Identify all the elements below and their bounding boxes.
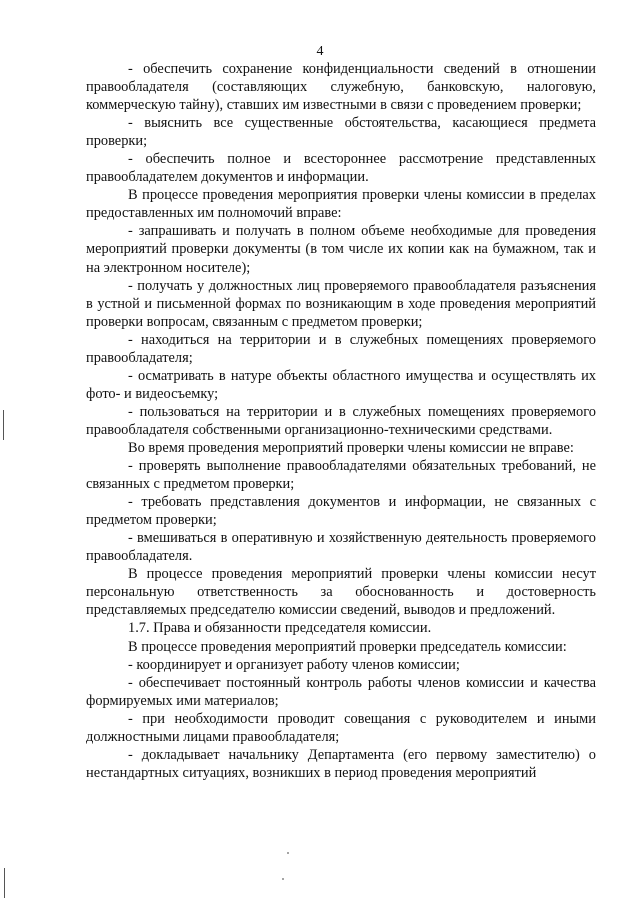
paragraph-no-unrelated-checks: - проверять выполнение правообладателями обязательных требований, не связанных с предметом проверки; bbox=[86, 458, 596, 493]
scan-margin-mark bbox=[4, 868, 5, 898]
paragraph-get-explanations: - получать у должностных лиц проверяемого правообладателя разъяснения в устной и письменной формах по возникающим в ходе проведения мероприятий проверки вопросам, связанным с предметом проверки; bbox=[86, 277, 596, 330]
paragraph-restrictions-intro: Во время проведения мероприятий проверки члены комиссии не вправе: bbox=[128, 439, 574, 456]
document-body bbox=[86, 60, 596, 782]
paragraph-no-unrelated-documents: - требовать представления документов и информации, не связанных с предметом проверки; bbox=[86, 494, 596, 529]
scan-margin-mark bbox=[3, 410, 4, 440]
paragraph-chair-reports: - докладывает начальнику Департамента (его первому заместителю) о нестандартных ситуациях, возникших в период проведения мероприятий bbox=[86, 746, 596, 781]
paragraph-chair-controls: - обеспечивает постоянный контроль работы членов комиссии и качества формируемых ими материалов; bbox=[86, 674, 596, 709]
paragraph-rights-intro: В процессе проведения мероприятия проверки члены комиссии в пределах предоставленных им полномочий вправе: bbox=[86, 187, 596, 222]
paragraph-circumstances: - выяснить все существенные обстоятельства, касающиеся предмета проверки; bbox=[86, 115, 596, 150]
page-number: 4 bbox=[316, 44, 324, 59]
paragraph-request-documents: - запрашивать и получать в полном объеме необходимые для проведения мероприятий проверки документы (в том числе их копии как на бумажном, так и на электронном носителе); bbox=[86, 223, 596, 276]
section-heading-1-7: 1.7. Права и обязанности председателя комиссии. bbox=[128, 620, 432, 637]
paragraph-confidentiality: - обеспечить сохранение конфиденциальности сведений в отношении правообладателя (составляющих служебную, банковскую, налоговую, коммерческую тайну), ставших им известными в связи с проведением проверки; bbox=[86, 61, 596, 114]
paragraph-inspect-objects: - осматривать в натуре объекты областного имущества и осуществлять их фото- и видеосъемку; bbox=[86, 367, 596, 402]
scan-speck bbox=[282, 878, 284, 880]
paragraph-use-equipment: - пользоваться на территории и в служебных помещениях проверяемого правообладателя собственными организационно-техническими средствами. bbox=[86, 403, 596, 438]
paragraph-chair-intro: В процессе проведения мероприятий проверки председатель комиссии: bbox=[128, 638, 567, 655]
paragraph-chair-meetings: - при необходимости проводит совещания с руководителем и иными должностными лицами правообладателя; bbox=[86, 710, 596, 745]
paragraph-chair-coordinates: - координирует и организует работу членов комиссии; bbox=[128, 656, 460, 673]
scan-speck bbox=[287, 852, 289, 854]
paragraph-be-on-premises: - находиться на территории и в служебных помещениях проверяемого правообладателя; bbox=[86, 331, 596, 366]
paragraph-no-interference: - вмешиваться в оперативную и хозяйственную деятельность проверяемого правообладателя. bbox=[86, 530, 596, 565]
paragraph-full-review: - обеспечить полное и всестороннее рассмотрение представленных правообладателем документов и информации. bbox=[86, 151, 596, 186]
paragraph-responsibility: В процессе проведения мероприятий проверки члены комиссии несут персональную ответственность за обоснованность и достоверность представляемых председателю комиссии сведений, выводов и предложений. bbox=[86, 566, 596, 619]
